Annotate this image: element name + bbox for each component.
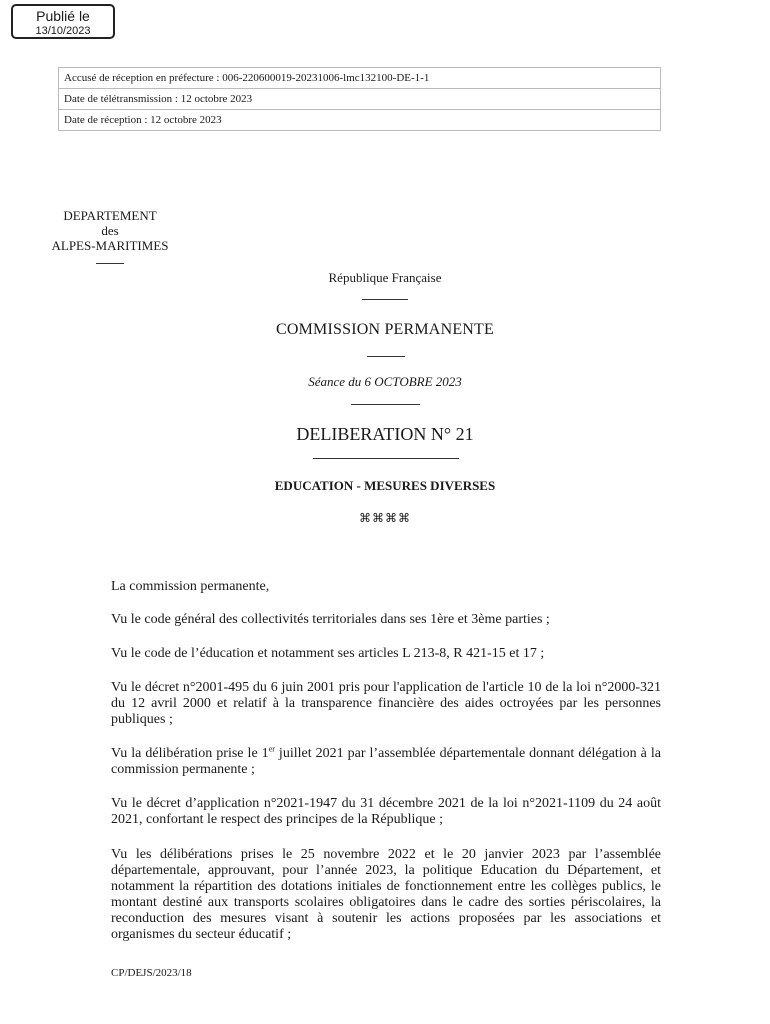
deliberation-title: DELIBERATION N° 21 xyxy=(296,424,474,444)
ordinal-superscript: er xyxy=(268,744,275,754)
session-date: Séance du 6 OCTOBRE 2023 xyxy=(308,374,462,389)
paragraph-decret-2001: Vu le décret n°2001-495 du 6 juin 2001 pris pour l'application de l'article 10 de la loi n°2000-321 du 12 avril 2000 et relatif à la transparence financière des aides octroyées par les personnes publiques ; xyxy=(111,680,661,727)
prefecture-receipt-table xyxy=(58,67,661,131)
paragraph-deliberations: Vu les délibérations prises le 25 novembre 2022 et le 20 janvier 2023 par l’assemblée départementale, approuvant, pour l’année 2023, la politique Education du Département, et notamment la répartition des dotations initiales de fonctionnement entre les collèges publics, le montant destiné aux transports scolaires obligatoires dans le cadre des sorties périscolaires, la reconduction des mesures visant à soutenir les actions proposées par les associations et organismes du secteur éducatif ; xyxy=(111,847,661,942)
receipt-acknowledgement: Accusé de réception en préfecture : 006-220600019-20231006-lmc132100-DE-1-1 xyxy=(59,68,661,89)
paragraph-cgct: Vu le code général des collectivités territoriales dans ses 1ère et 3ème parties ; xyxy=(111,612,550,627)
department-header xyxy=(50,208,170,264)
receipt-transmission-date: Date de télétransmission : 12 octobre 2023 xyxy=(59,89,661,110)
table-row xyxy=(59,110,661,131)
receipt-reception-date: Date de réception : 12 octobre 2023 xyxy=(59,110,661,131)
stamp-date: 13/10/2023 xyxy=(35,25,91,37)
document-reference: CP/DEJS/2023/18 xyxy=(111,967,192,979)
subject-title: EDUCATION - MESURES DIVERSES xyxy=(274,478,496,493)
department-line2: des xyxy=(101,223,119,238)
table-row xyxy=(59,89,661,110)
paragraph-decret-2021: Vu le décret d’application n°2021-1947 du 31 décembre 2021 de la loi n°2021-1109 du 24 août 2021, confortant le respect des principes de la République ; xyxy=(111,796,661,827)
stamp-label: Publié le xyxy=(36,8,90,24)
divider xyxy=(351,404,420,405)
republic-label: République Française xyxy=(328,270,442,285)
paragraph-delegation-start: Vu la délibération prise le 1 xyxy=(111,746,269,761)
department-line3: ALPES-MARITIMES xyxy=(51,238,169,253)
department-divider xyxy=(96,263,124,264)
table-row xyxy=(59,68,661,89)
divider xyxy=(313,458,459,459)
paragraph-delegation xyxy=(111,746,661,778)
divider xyxy=(367,356,405,357)
paragraph-delegation-end: juillet 2021 par l’assemblée départementale donnant délégation à la commission permanente ; xyxy=(111,746,661,777)
section-separator-symbols: ⌘⌘⌘⌘ xyxy=(359,511,411,525)
publication-stamp xyxy=(11,4,115,39)
paragraph-code-education: Vu le code de l’éducation et notamment ses articles L 213-8, R 421-15 et 17 ; xyxy=(111,646,545,661)
divider xyxy=(362,299,408,300)
department-line1: DEPARTEMENT xyxy=(63,208,157,223)
paragraph-intro: La commission permanente, xyxy=(111,579,270,594)
commission-title: COMMISSION PERMANENTE xyxy=(276,321,494,338)
